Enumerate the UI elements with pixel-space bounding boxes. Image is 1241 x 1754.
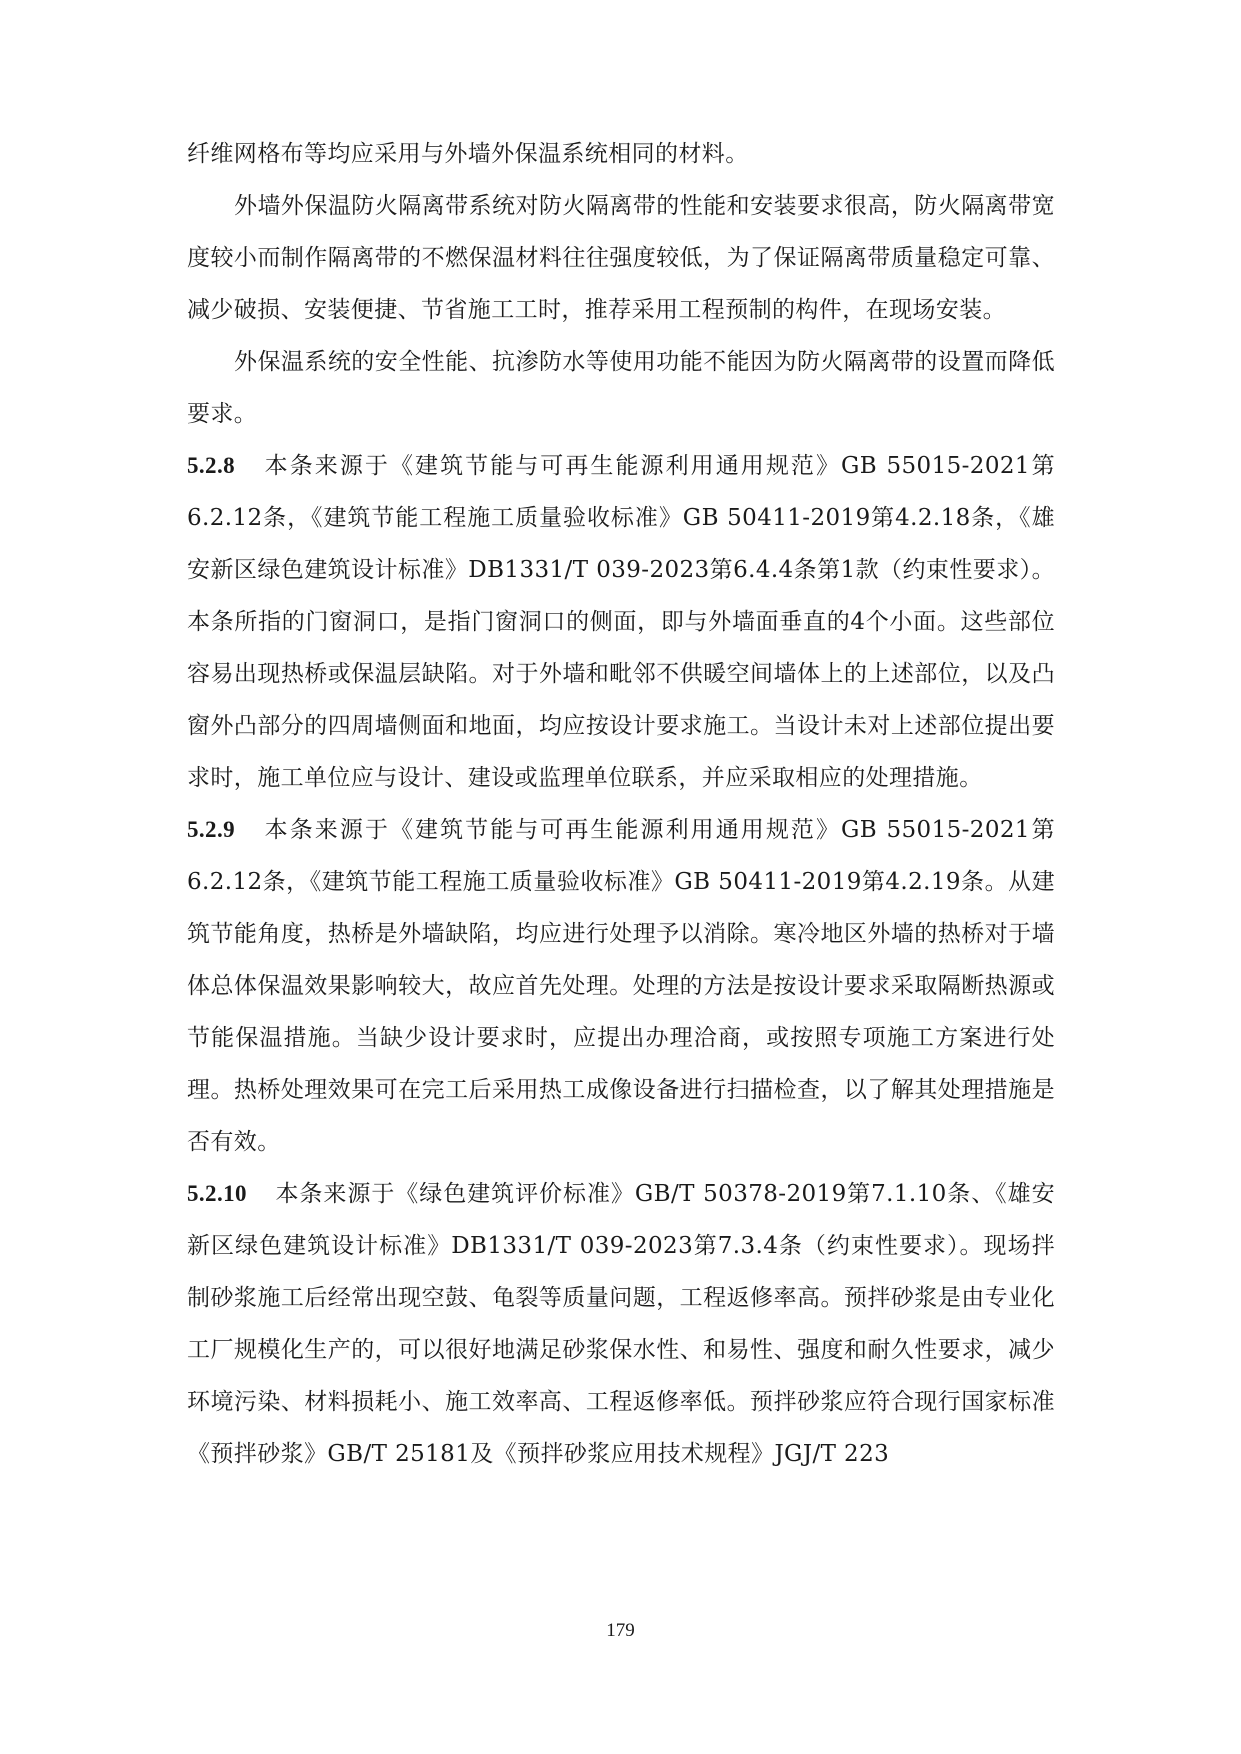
clause-text: 本条来源于《建筑节能与可再生能源利用通用规范》GB 55015-2021第6.2.12条，《建筑节能工程施工质量验收标准》GB 50411-2019第4.2.19条。从建筑节能角度，热桥是外墙缺陷，均应进行处理予以消除。寒冷地区外墙的热桥对于墙体总体保温效果影响较大，故应首先处理。处理的方法是按设计要求采取隔断热源或节能保温措施。当缺少设计要求时，应提出办理洽商，或按照专项施工方案进行处理。热桥处理效果可在完工后采用热工成像设备进行扫描检查，以了解其处理措施是否有效。	[187, 817, 1055, 1155]
paragraph-safety-performance: 外保温系统的安全性能、抗渗防水等使用功能不能因为防火隔离带的设置而降低要求。	[187, 349, 1055, 427]
clause-5-2-9	[187, 804, 1055, 1168]
clause-number: 5.2.8	[187, 453, 235, 478]
clause-5-2-8	[187, 440, 1055, 804]
paragraph-continuation: 纤维网格布等均应采用与外墙外保温系统相同的材料。	[187, 141, 749, 167]
clause-number: 5.2.10	[187, 1181, 247, 1206]
clause-text: 本条来源于《建筑节能与可再生能源利用通用规范》GB 55015-2021第6.2.12条，《建筑节能工程施工质量验收标准》GB 50411-2019第4.2.18条，《雄安新区绿色建筑设计标准》DB1331/T 039-2023第6.4.4条第1款（约束性要求）。本条所指的门窗洞口，是指门窗洞口的侧面，即与外墙面垂直的4个小面。这些部位容易出现热桥或保温层缺陷。对于外墙和毗邻不供暖空间墙体上的上述部位，以及凸窗外凸部分的四周墙侧面和地面，均应按设计要求施工。当设计未对上述部位提出要求时，施工单位应与设计、建设或监理单位联系，并应采取相应的处理措施。	[187, 453, 1055, 791]
page-number: 179	[606, 1620, 635, 1641]
clause-number: 5.2.9	[187, 817, 235, 842]
paragraph-fire-isolation-belt: 外墙外保温防火隔离带系统对防火隔离带的性能和安装要求很高，防火隔离带宽度较小而制作隔离带的不燃保温材料往往强度较低，为了保证隔离带质量稳定可靠、减少破损、安装便捷、节省施工工时，推荐采用工程预制的构件，在现场安装。	[187, 193, 1055, 323]
clause-5-2-10	[187, 1168, 1055, 1480]
body-text	[187, 128, 1055, 1480]
clause-text: 本条来源于《绿色建筑评价标准》GB/T 50378-2019第7.1.10条、《雄安新区绿色建筑设计标准》DB1331/T 039-2023第7.3.4条（约束性要求）。现场拌制砂浆施工后经常出现空鼓、龟裂等质量问题，工程返修率高。预拌砂浆是由专业化工厂规模化生产的，可以很好地满足砂浆保水性、和易性、强度和耐久性要求，减少环境污染、材料损耗小、施工效率高、工程返修率低。预拌砂浆应符合现行国家标准《预拌砂浆》GB/T 25181及《预拌砂浆应用技术规程》JGJ/T 223	[187, 1181, 1055, 1467]
